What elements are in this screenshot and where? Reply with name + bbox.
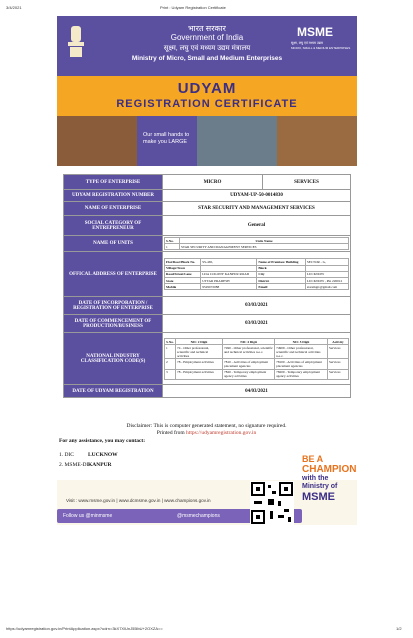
champion-badge [302,455,357,525]
assistance-msmedi-value: KANPUR [88,462,112,468]
champion-line2: CHAMPION [302,464,357,475]
enterprise-name: STAR SECURITY AND MANAGEMENT SERVICES [163,202,351,216]
units-row-name: STAR SECURITY AND MANAGEMENT SERVICES [180,244,349,250]
nic-header-cell: NIC 2 Digit [176,339,223,345]
address-field-label: City [257,271,306,277]
tagline-panel [137,116,197,166]
assistance-msmedi-label: 2. MSME-DI [59,462,89,468]
address-table [164,258,349,290]
address-field-value: SS-465, [201,259,257,265]
printed-from-link[interactable]: https://udyamregistration.gov.in [186,430,257,436]
units-header-name: Units Name [180,238,349,244]
assistance-heading: For any assistance, you may contact: [59,438,146,444]
address-field-label: Mobile [165,284,201,290]
champion-line4: Ministry of [302,483,338,490]
visit-links: Visit : www.msme.gov.in | www.dcmsme.gov.in | www.champions.gov.in [66,498,211,503]
address-row [165,284,349,290]
address-field-value: LDA COLONY KANPUR ROAD [201,271,257,277]
banner-title: UDYAM [177,80,237,97]
printed-from [0,430,413,436]
address-field-label: Email: [257,284,306,290]
msme-logo [289,23,353,63]
nic-header-cell: NIC 5 Digit [275,339,328,345]
nic-cell: 7490 - Other professional, scientific and technical activities n.e.c. [223,345,275,359]
social-label: SOCIAL CATEGORY OF ENTREPRENEUR [64,216,163,236]
follow-handle-2: @msmechampions [177,513,220,519]
address-field-value: UTTAR PRADESH [201,277,257,283]
udyam-banner [57,76,357,166]
udyam-date: 04/03/2021 [163,385,351,398]
nic-cell: 78 - Employment activities [176,359,223,369]
nic-header-cell: NIC 4 Digit [223,339,275,345]
type-label: TYPE OF ENTERPRISE [64,175,163,190]
type-value-2: SERVICES [263,175,351,190]
tagline-line1: Our small hands to [143,132,190,138]
qr-code-icon [250,481,294,525]
nic-cell: 7820 - Temporary employment agency activities [223,369,275,379]
msme-logo-sub: सूक्ष्म, लघु एवं मध्यम उद्यम [291,41,323,45]
nic-cell: Services [328,345,349,359]
address-field-value: LUCKNOW , Pin 226012 [305,277,348,283]
artisans-photo [57,116,137,166]
disclaimer: Disclaimer: This is computer generated statement, no signature required. [126,423,287,429]
nic-row [165,359,349,369]
address-field-label: District [257,277,306,283]
social-category: General [163,216,351,236]
nic-row [165,345,349,359]
type-value-1: MICRO [163,175,263,190]
commencement-date: 03/03/2021 [163,315,351,333]
certificate-table [63,174,351,398]
assistance-dic-label: 1. DIC [59,452,74,458]
udyam-date-label: DATE OF UDYAM REGISTRATION [64,385,163,398]
assistance-dic-value: LUCKNOW [88,452,118,458]
header-hindi-gov: भारत सरकार [188,24,226,33]
nic-cell: 7810 - Activities of employment placement agencies [223,359,275,369]
address-field-label: Block [257,265,306,271]
print-date: 3/4/2021 [6,5,22,10]
address-field-label: Name of Premises/ Building [257,259,306,265]
nic-label: NATIONAL INDUSTRY CLASSIFICATION CODE(S) [64,333,163,385]
name-label: NAME OF ENTERPRISE [64,202,163,216]
office-photo [197,116,277,166]
address-field-value: LUCKNOW [305,271,348,277]
address-field-value: SECTOR - G, [305,259,348,265]
nic-header-cell: S.No. [166,339,174,344]
commencement-label: DATE OF COMMENCEMENT OF PRODUCTION/BUSINESS [64,315,163,333]
nic-cell: 2 [165,359,176,369]
printed-from-prefix: Printed from [156,430,185,436]
msme-logo-text: MSME [297,25,333,39]
nic-row [165,369,349,379]
nic-cell: 78100 - Activities of employment placement agencies [275,359,328,369]
header-gov: Government of India [170,33,244,42]
nic-cell: Services [328,369,349,379]
address-cell [163,252,351,297]
msme-logo-sub2: MICRO, SMALL & MEDIUM ENTERPRISES [291,46,351,50]
address-field-label: Road/Street/Lane [165,271,201,277]
nic-cell: 1 [165,345,176,359]
nic-cell: 74909 - Other professional, scientific and technical activities n.e.c. [275,345,328,359]
header-ministry: Ministry of Micro, Small and Medium Enterprises [131,55,283,62]
workshop-photo [277,116,357,166]
print-page: 1/2 [396,626,402,631]
units-row-sno: 1 [165,244,180,250]
units-table [164,237,349,250]
print-title: Print : Udyam Registration Certificate [160,5,226,10]
nic-cell: 78200 - Temporary employment agency activities [275,369,328,379]
tagline-line2: make you LARGE [143,139,188,145]
nic-cell: 74 - Other professional, scientific and technical activities [176,345,223,359]
address-field-label: Flat/Door/Block No. [165,259,201,265]
print-url: https://udyamregistration.gov.in/PrintApplication.aspx?udrn=3kX7XlUnJ55lbU+2OXZA== [6,626,163,631]
champion-line1: BE A [302,454,324,464]
nic-cell: Services [328,359,349,369]
reg-no-label: UDYAM REGISTRATION NUMBER [64,190,163,202]
address-field-value: 9529072088 [201,284,257,290]
nic-cell [163,333,351,385]
units-label: NAME OF UNITS [64,236,163,252]
gov-header [57,16,357,76]
reg-no: UDYAM-UP-50-0014830 [163,190,351,202]
follow-handle-1: Follow us @minmsme [63,513,113,519]
units-cell [163,236,351,252]
champion-line3: with the [302,475,329,482]
nic-cell: 78 - Employment activities [176,369,223,379]
incorporation-label: DATE OF INCORPORATION / REGISTRATION OF ENTERPRISE [64,297,163,315]
address-field-label: Village/Town [165,265,201,271]
nic-cell: 3 [165,369,176,379]
address-field-label: State [165,277,201,283]
champion-line5: MSME [302,491,335,503]
nic-table [164,338,349,380]
incorporation-date: 03/03/2021 [163,297,351,315]
address-label: OFFICAL ADDRESS OF ENTERPRISE [64,252,163,297]
header-hindi-ministry: सूक्ष्म, लघु एवं मध्यम उद्यम मंत्रालय [163,45,251,52]
units-header-sno: S.No. [165,238,180,244]
address-field-value: starsmgrr@gmail.com [305,284,348,290]
nic-header-cell: Activity [328,339,349,345]
banner-subtitle: REGISTRATION CERTIFICATE [116,98,298,110]
